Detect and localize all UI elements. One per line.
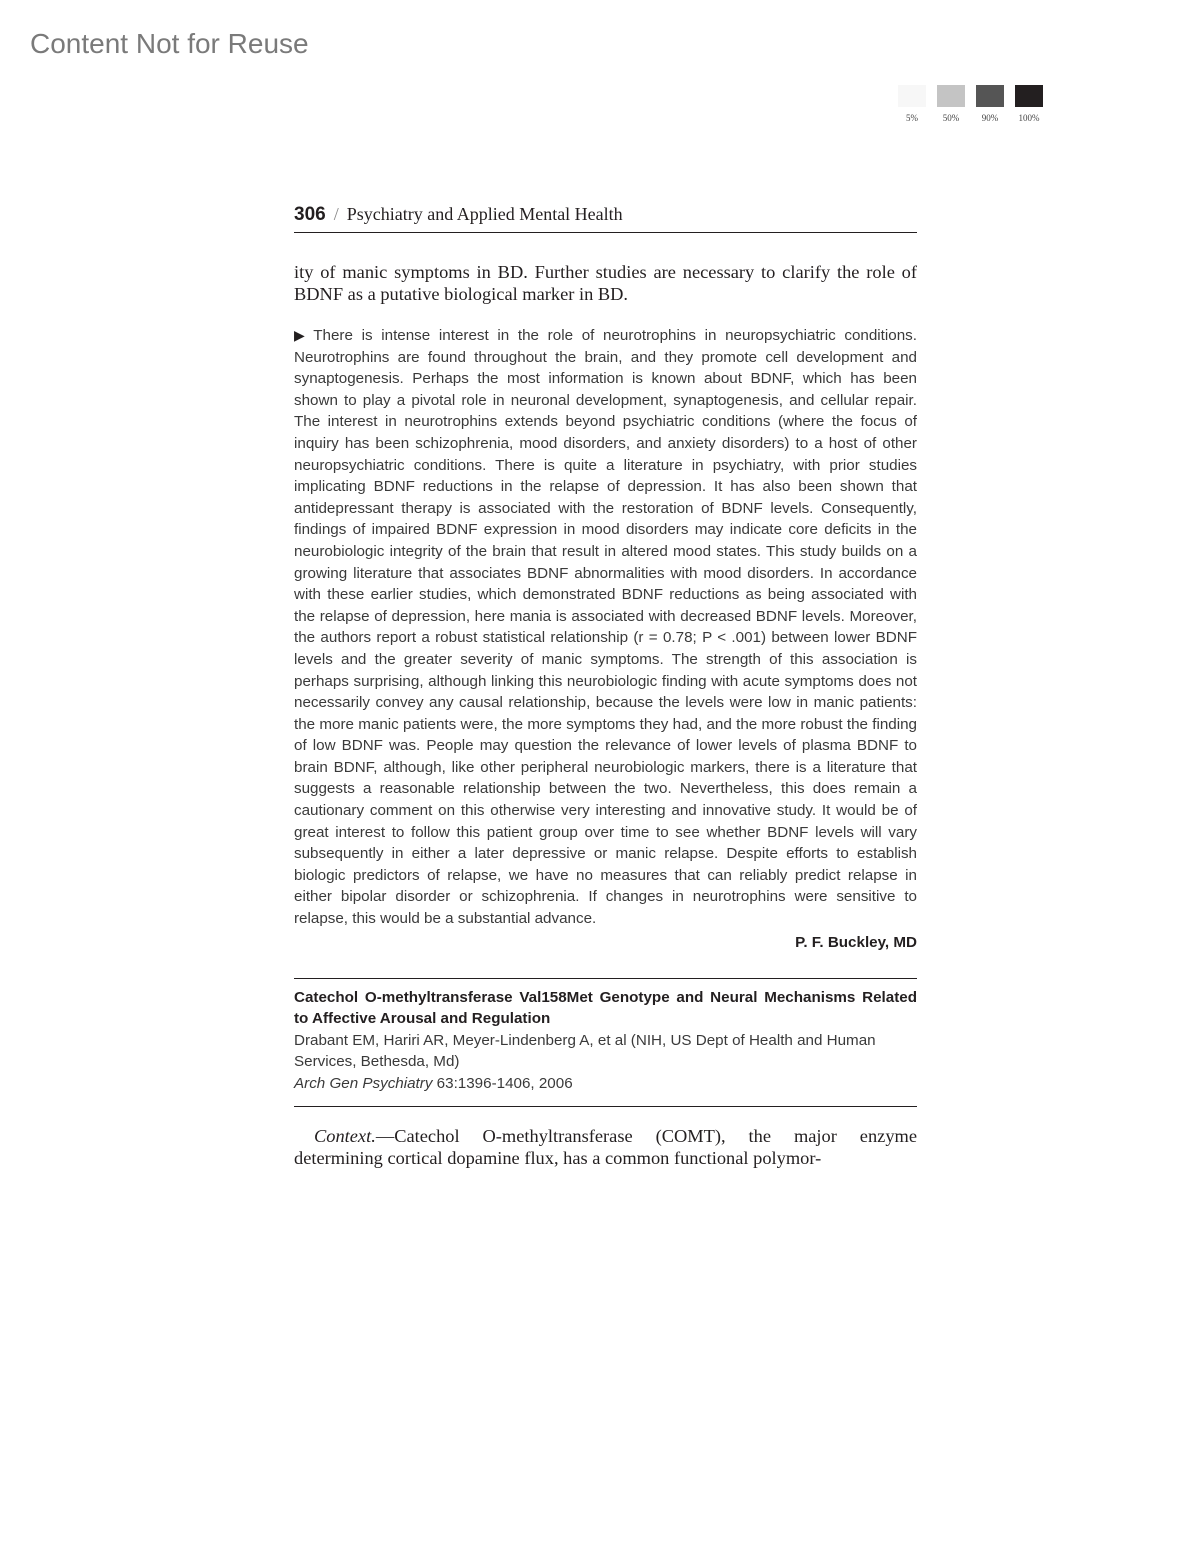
article-journal: Arch Gen Psychiatry: [294, 1075, 433, 1092]
swatch-label: 100%: [1018, 113, 1040, 123]
article-bottom-rule: [294, 1106, 917, 1107]
page-number: 306: [294, 204, 326, 225]
page-content: [294, 204, 917, 1169]
swatch: [1015, 85, 1043, 123]
swatch-box: [898, 85, 926, 107]
context-label: Context.: [314, 1125, 376, 1146]
swatch: [937, 85, 965, 123]
swatch-box: [976, 85, 1004, 107]
swatch-box: [1015, 85, 1043, 107]
swatch-label: 50%: [942, 113, 960, 123]
swatch: [898, 85, 926, 123]
swatch-label: 5%: [906, 113, 918, 123]
swatch-box: [937, 85, 965, 107]
commentary-author: P. F. Buckley, MD: [795, 933, 917, 951]
article-volume-pages: 63:1396-1406, 2006: [436, 1075, 573, 1092]
context-paragraph: [294, 1125, 917, 1169]
article-citation-block: [294, 979, 917, 1106]
color-calibration-swatches: [898, 85, 1043, 123]
article-source: [294, 1073, 917, 1095]
abstract-continuation: ity of manic symptoms in BD. Further studies are necessary to clarify the role of BDNF as a putative biological marker in BD.: [294, 262, 917, 304]
swatch: [976, 85, 1004, 123]
swatch-label: 90%: [981, 113, 999, 123]
commentary-text: There is intense interest in the role of neurotrophins in neuropsychiatric conditions. Neurotrophins are found throughout the brain, and they promote cell development and synaptogenesis. Perhaps the most information is known about BDNF, which has been shown to play a pivotal role in neuronal development, synaptogenesis, and cellular repair. The interest in neurotrophins extends beyond psychiatric conditions (where the focus of inquiry has been schizophrenia, mood disorders, and anxiety disorders) to a host of other neuropsychiatric conditions. There is quite a literature in psychiatry, with prior studies implicating BDNF reductions in the relapse of depression. It has also been shown that antidepressant therapy is associated with the restoration of BDNF levels. Consequently, findings of impaired BDNF expression in mood disorders may indicate core deficits in the neurobiologic integrity of the brain that result in altered mood states. This study builds on a growing literature that associates BDNF abnormalities with mood disorders. In accordance with these earlier studies, which demonstrated BDNF reductions as being associated with the relapse of depression, here mania is associated with decreased BDNF levels. Moreover, the authors report a robust statistical relationship (r = 0.78; P < .001) between lower BDNF levels and the greater severity of manic symptoms. The strength of this association is perhaps surprising, although linking this neurobiologic finding with acute symptoms does not necessarily convey any causal relationship, because the levels were low in manic patients: the more manic patients were, the more symptoms they had, and the more robust the finding of low BDNF was. People may question the relevance of lower levels of plasma BDNF to brain BDNF, although, like other peripheral neurobiologic markers, there is a literature that suggests a reasonable relationship between the two. Nevertheless, this does remain a cautionary comment on this otherwise very interesting and innovative study. It would be of great interest to follow this patient group over time to see whether BDNF levels will vary subsequently in either a later depressive or manic relapse. Despite efforts to establish biologic predictors of relapse, we have no measures that can reliably predict relapse in either bipolar disorder or schizophrenia. If changes in neurotrophins were sensitive to relapse, this would be a substantial advance.: [294, 327, 917, 928]
article-authors: Drabant EM, Hariri AR, Meyer-Lindenberg A, et al (NIH, US Dept of Health and Human Services, Bethesda, Md): [294, 1031, 876, 1071]
commentary-marker-icon: ▶: [294, 327, 310, 343]
running-header: [294, 204, 917, 233]
header-separator: /: [333, 204, 339, 224]
commentary-paragraph: [294, 325, 917, 930]
context-text: —Catechol O-methyltransferase (COMT), the major enzyme determining cortical dopamine flux, has a common functional polymor-: [294, 1125, 917, 1168]
article-title: Catechol O-methyltransferase Val158Met Genotype and Neural Mechanisms Related to Affective Arousal and Regulation: [294, 988, 917, 1028]
journal-title: Psychiatry and Applied Mental Health: [346, 204, 623, 224]
watermark: Content Not for Reuse: [30, 28, 309, 59]
